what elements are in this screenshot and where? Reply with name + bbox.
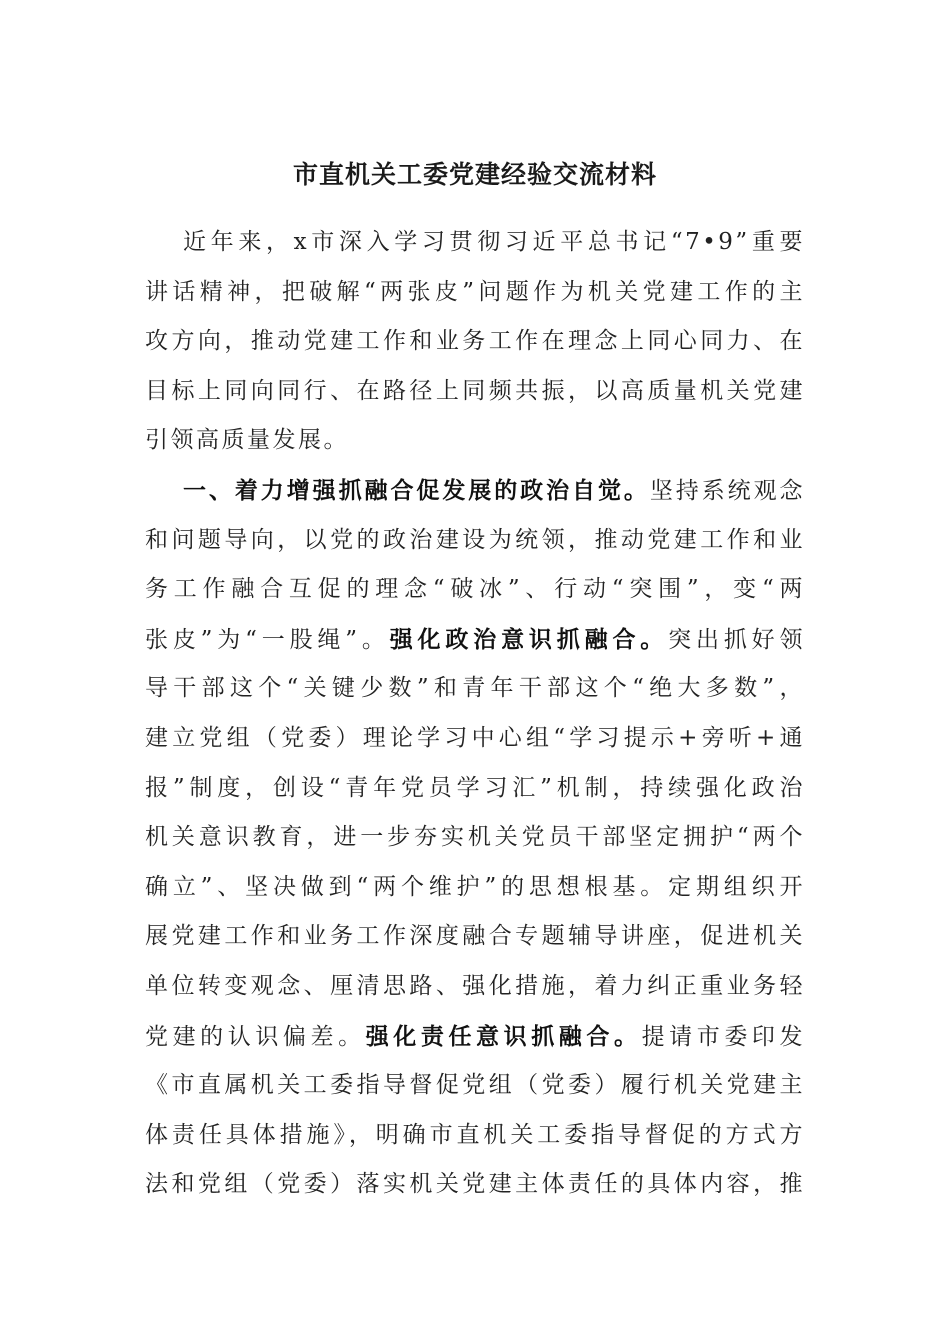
text-line — [145, 1111, 805, 1161]
body-text-segment: 突出抓好领 — [668, 626, 806, 653]
body-text-segment: 党建的认识偏差。 — [145, 1023, 366, 1050]
text-line — [145, 912, 805, 962]
text-line — [145, 863, 805, 913]
body-text-segment: 展党建工作和业务工作深度融合专题辅导讲座，促进机关 — [145, 923, 805, 950]
body-text-segment: 提请市委印发 — [641, 1023, 806, 1050]
body-text-segment: 建立党组（党委）理论学习中心组“学习提示+旁听+通 — [145, 724, 805, 751]
text-line — [145, 1061, 805, 1111]
text-line — [145, 714, 805, 764]
text-line — [145, 416, 805, 466]
text-line — [145, 813, 805, 863]
body-text-segment: 务工作融合互促的理念“破冰”、行动“突围”，变“两 — [145, 576, 805, 603]
body-text-segment: 机关意识教育，进一步夯实机关党员干部坚定拥护“两个 — [145, 824, 805, 851]
body-text-segment: 目标上同向同行、在路径上同频共振，以高质量机关党建 — [145, 377, 805, 404]
body-text-segment: 单位转变观念、厘清思路、强化措施，着力纠正重业务轻 — [145, 972, 805, 999]
body-text-segment: 确立”、坚决做到“两个维护”的思想根基。定期组织开 — [145, 873, 805, 900]
body-text-segment: 体责任具体措施》，明确市直机关工委指导督促的方式方 — [145, 1121, 805, 1148]
text-line — [145, 516, 805, 566]
text-line — [145, 317, 805, 367]
bold-heading-text: 强化责任意识抓融合。 — [365, 1022, 642, 1050]
text-line — [145, 268, 805, 318]
bold-heading-text: 强化政治意识抓融合。 — [389, 625, 669, 653]
text-line — [145, 367, 805, 417]
body-text-segment: 引领高质量发展。 — [145, 427, 349, 454]
text-line — [145, 764, 805, 814]
body-text-segment: 张皮”为“一股绳”。 — [145, 626, 390, 653]
bold-heading-text: 一、着力增强抓融合促发展的政治自觉。 — [183, 476, 650, 504]
text-line — [145, 664, 805, 714]
text-line — [145, 615, 805, 665]
body-text-segment: 近年来，x市深入学习贯彻习近平总书记“7•9”重要 — [183, 229, 805, 255]
body-text-segment: 导干部这个“关键少数”和青年干部这个“绝大多数”， — [145, 675, 805, 702]
text-line — [145, 565, 805, 615]
body-text-segment: 法和党组（党委）落实机关党建主体责任的具体内容，推 — [145, 1171, 805, 1198]
text-line — [145, 218, 805, 268]
document-body — [145, 218, 805, 1210]
text-line — [145, 962, 805, 1012]
body-text-segment: 讲话精神，把破解“两张皮”问题作为机关党建工作的主 — [145, 278, 805, 305]
body-text-segment: 坚持系统观念 — [649, 477, 806, 504]
body-text-segment: 和问题导向，以党的政治建设为统领，推动党建工作和业 — [145, 526, 805, 553]
body-text-segment: 攻方向，推动党建工作和业务工作在理念上同心同力、在 — [145, 328, 805, 355]
text-line — [145, 1160, 805, 1210]
document-title: 市直机关工委党建经验交流材料 — [292, 160, 657, 189]
text-line — [145, 466, 805, 516]
body-text-segment: 报”制度，创设“青年党员学习汇”机制，持续强化政治 — [145, 774, 805, 801]
body-text-segment: 《市直属机关工委指导督促党组（党委）履行机关党建主 — [145, 1072, 805, 1099]
text-line — [145, 1012, 805, 1062]
